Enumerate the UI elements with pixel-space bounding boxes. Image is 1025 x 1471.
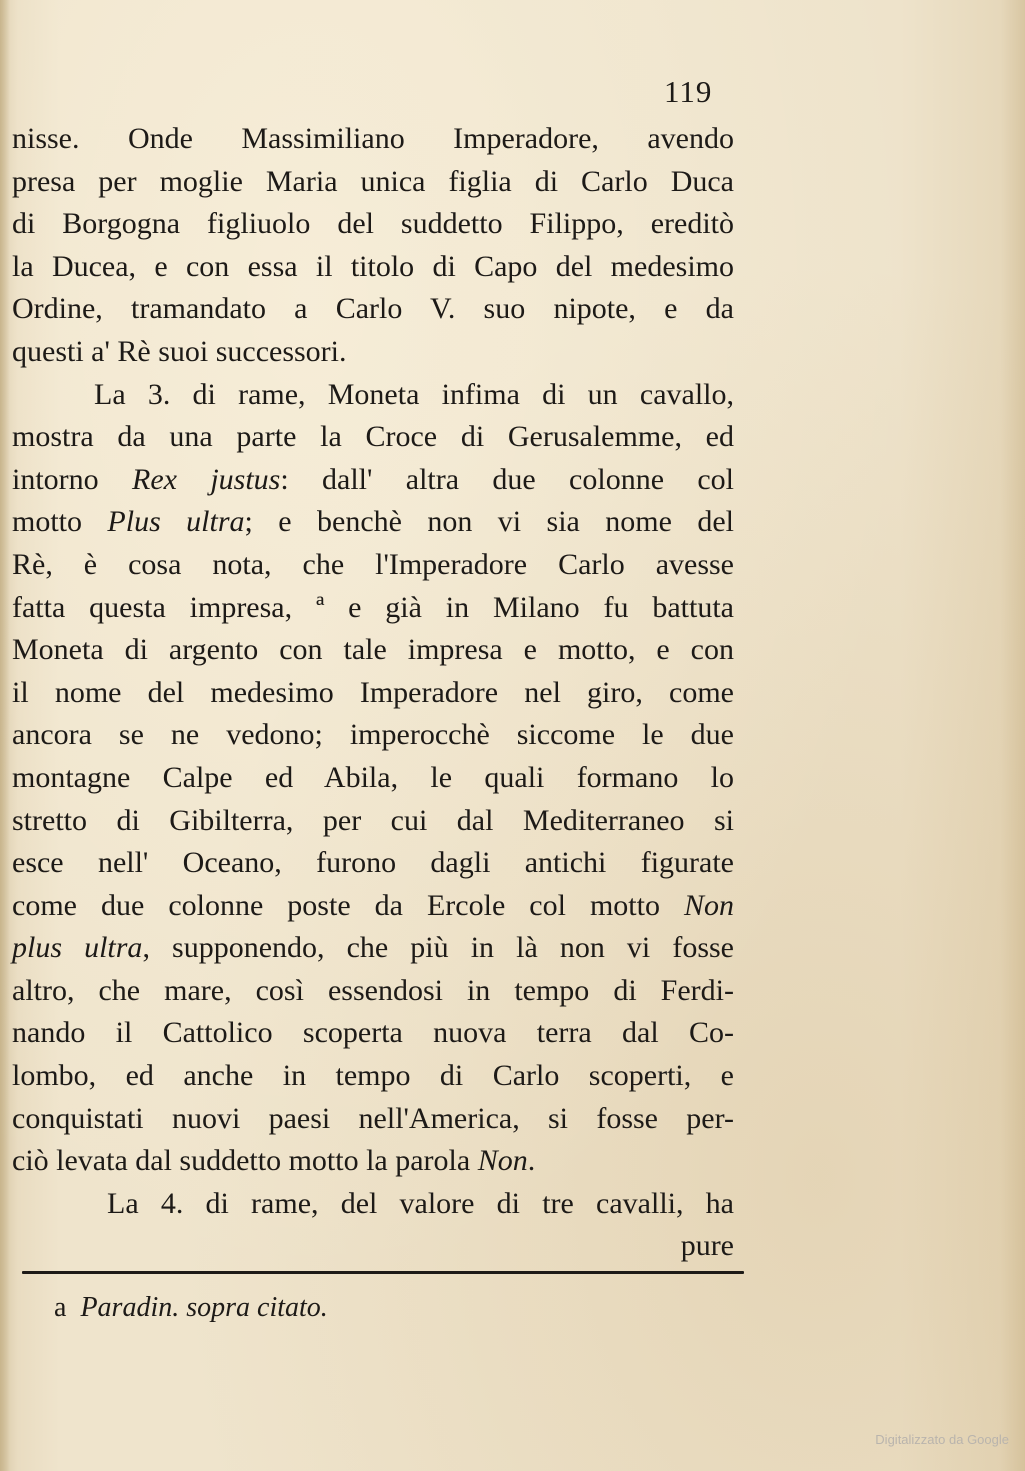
italic-text: Non <box>683 888 734 922</box>
text-line <box>12 672 734 715</box>
footnote <box>54 1292 328 1324</box>
italic-text: Non <box>477 1144 528 1178</box>
text-line <box>12 800 734 843</box>
footnote-text: Paradin. sopra citato. <box>80 1292 328 1323</box>
text-line <box>12 842 734 885</box>
text-line <box>12 416 734 459</box>
text-run: la Ducea, e con essa il titolo di Capo del medesimo <box>12 249 734 283</box>
italic-text: Plus ultra <box>107 505 245 539</box>
text-run: il nome del medesimo Imperadore nel giro, come <box>12 675 734 709</box>
text-run: La 3. di rame, Moneta infima di un cavallo, <box>94 377 734 411</box>
text-line <box>12 629 734 672</box>
text-line <box>12 587 734 630</box>
text-line <box>12 459 734 502</box>
page-number: 119 <box>664 74 713 109</box>
text-run: pure <box>680 1229 734 1263</box>
text-run: . <box>527 1144 536 1178</box>
text-run: nando il Cattolico scoperta nuova terra dal Co- <box>12 1016 734 1050</box>
text-run: stretto di Gibilterra, per cui dal Mediterraneo si <box>12 803 734 837</box>
text-line <box>12 501 734 544</box>
text-line <box>12 544 734 587</box>
text-line <box>12 1055 734 1098</box>
text-run: presa per moglie Maria unica figlia di Carlo Duca <box>12 164 734 198</box>
text-line <box>12 970 734 1013</box>
text-run: intorno <box>12 462 133 496</box>
text-line <box>12 1225 734 1268</box>
text-line <box>12 714 734 757</box>
text-run: mostra da una parte la Croce di Gerusalemme, ed <box>12 420 734 454</box>
text-run: ciò levata dal suddetto motto la parola <box>12 1144 478 1178</box>
text-run: montagne Calpe ed Abila, le quali formano lo <box>12 760 734 794</box>
text-line <box>12 246 734 289</box>
text-run: motto <box>12 505 108 539</box>
text-run: di Borgogna figliuolo del suddetto Filippo, ereditò <box>12 207 734 241</box>
text-run: Moneta di argento con tale impresa e motto, e con <box>12 633 734 667</box>
text-run: , supponendo, che più in là non vi fosse <box>142 931 734 965</box>
text-line <box>12 1098 734 1141</box>
italic-text: plus ultra <box>12 931 143 965</box>
text-line <box>12 885 734 928</box>
text-run: esce nell' Oceano, furono dagli antichi figurate <box>12 846 734 880</box>
footnote-rule <box>22 1271 744 1274</box>
text-run: altro, che mare, così essendosi in tempo di Ferdi- <box>12 973 734 1007</box>
text-run: conquistati nuovi paesi nell'America, si fosse per- <box>12 1101 734 1135</box>
text-line <box>12 1012 734 1055</box>
text-run: lombo, ed anche in tempo di Carlo scoperti, e <box>12 1059 734 1093</box>
page-edge-shadow <box>0 0 10 1471</box>
text-run: come due colonne poste da Ercole col motto <box>12 888 684 922</box>
text-line <box>12 203 734 246</box>
text-line <box>12 1140 734 1183</box>
text-run: ancora se ne vedono; imperocchè siccome le due <box>12 718 734 752</box>
text-run: fatta questa impresa, ª e già in Milano fu battuta <box>12 590 734 624</box>
text-run: ; e benchè non vi sia nome del <box>244 505 734 539</box>
text-run: La 4. di rame, del valore di tre cavalli, ha <box>107 1186 734 1220</box>
text-run: Ordine, tramandato a Carlo V. suo nipote, e da <box>12 292 734 326</box>
footnote-letter: a <box>54 1292 67 1323</box>
italic-text: Rex justus <box>132 462 281 496</box>
text-line <box>12 757 734 800</box>
body-text <box>12 118 734 1268</box>
text-line <box>12 118 734 161</box>
text-line <box>12 288 734 331</box>
text-line <box>12 331 734 374</box>
text-line <box>12 927 734 970</box>
text-run: Rè, è cosa nota, che l'Imperadore Carlo avesse <box>12 547 734 581</box>
text-line <box>12 161 734 204</box>
text-line <box>12 1183 734 1226</box>
text-line <box>12 374 734 417</box>
text-run: : dall' altra due colonne col <box>280 462 734 496</box>
watermark: Digitalizzato da Google <box>875 1432 1009 1447</box>
text-run: questi a' Rè suoi successori. <box>12 334 347 368</box>
text-run: nisse. Onde Massimiliano Imperadore, avendo <box>12 122 734 155</box>
